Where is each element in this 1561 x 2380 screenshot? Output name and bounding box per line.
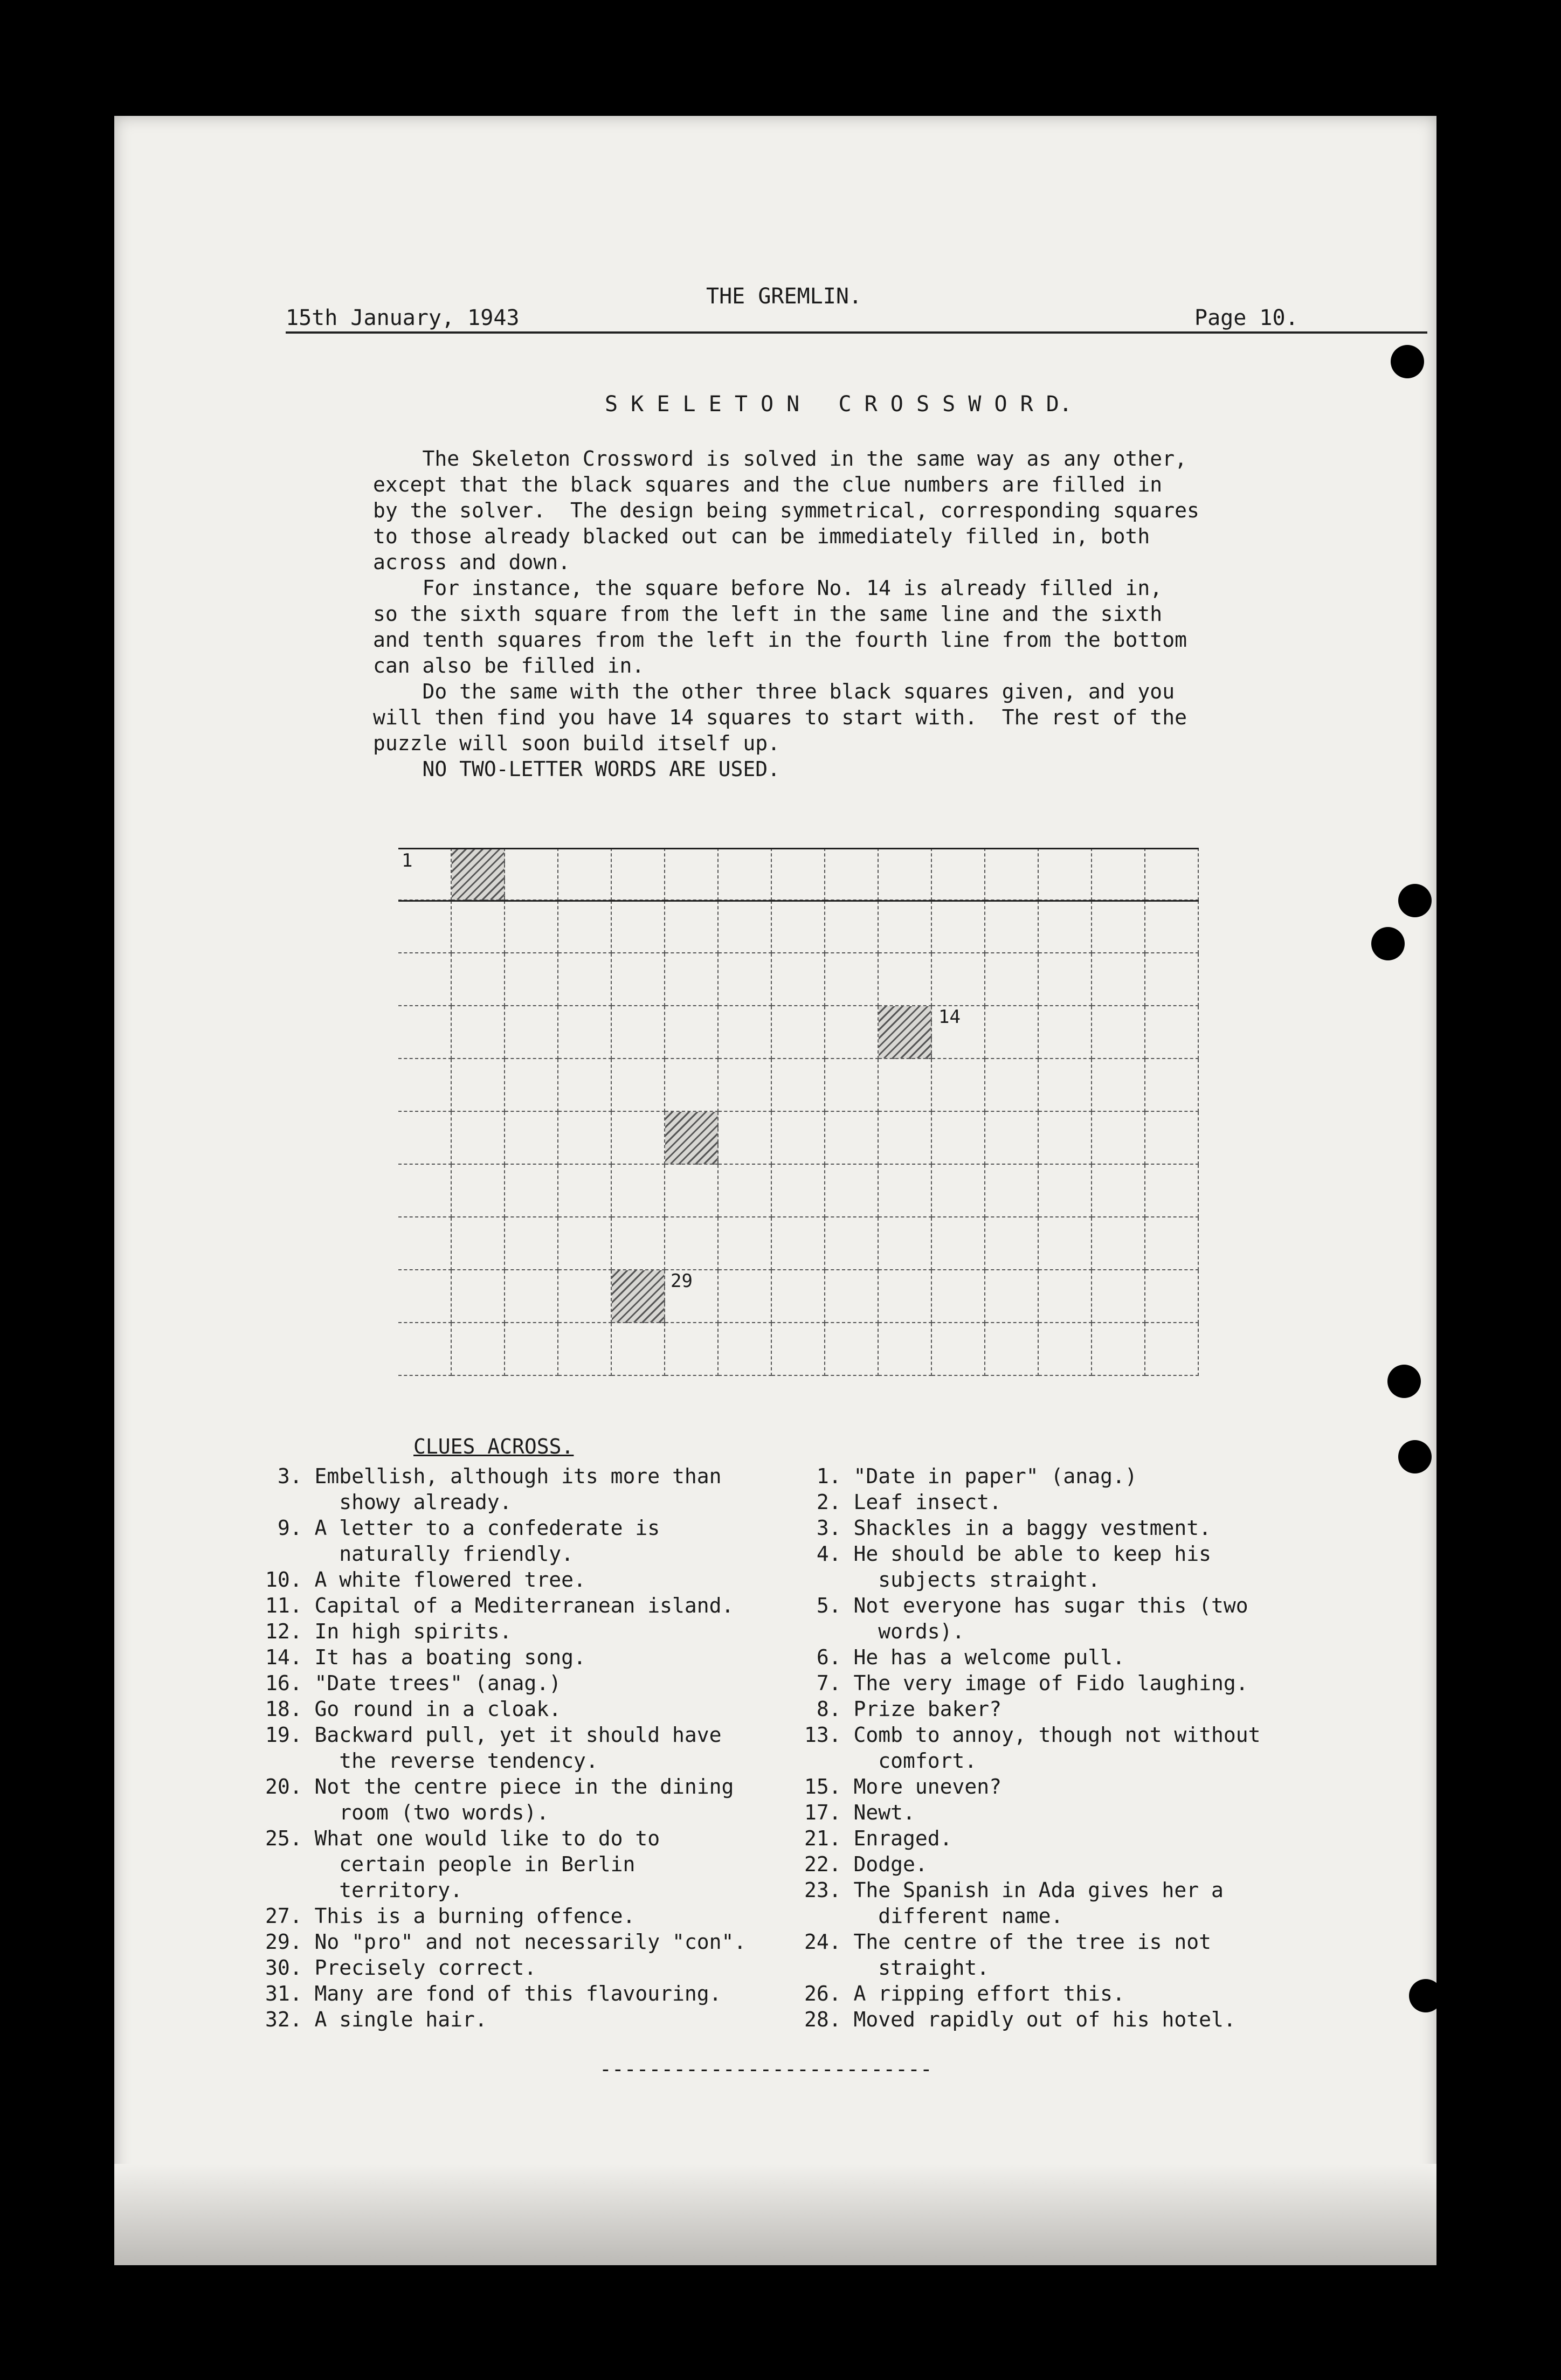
grid-cell <box>772 901 825 953</box>
grid-cell <box>612 901 665 953</box>
intro-line: Do the same with the other three black squares given, and you <box>373 680 1175 703</box>
grid-cell <box>1092 901 1145 953</box>
clue-across: 19. Backward pull, yet it should have <box>265 1723 722 1747</box>
grid-cell <box>932 1270 985 1323</box>
clue-down: 6. He has a welcome pull. <box>804 1645 1125 1669</box>
clue-across: 32. A single hair. <box>265 2008 487 2031</box>
grid-cell <box>985 1165 1039 1217</box>
grid-number-1: 1 <box>402 850 413 871</box>
intro-line: so the sixth square from the left in the same line and the sixth <box>373 602 1163 626</box>
grid-cell <box>398 1270 452 1323</box>
grid-cell <box>1039 1323 1092 1376</box>
grid-cell <box>932 1217 985 1270</box>
grid-cell <box>612 1217 665 1270</box>
grid-cell <box>612 1006 665 1059</box>
grid-cell <box>1145 1059 1199 1112</box>
grid-cell <box>665 1323 719 1376</box>
grid-cell <box>1039 901 1092 953</box>
intro-line: except that the black squares and the clue numbers are filled in <box>373 473 1163 496</box>
clue-down: 21. Enraged. <box>804 1826 952 1850</box>
clue-across: certain people in Berlin <box>265 1852 636 1876</box>
grid-cell <box>985 1270 1039 1323</box>
grid-cell <box>452 1006 505 1059</box>
clue-across: 9. A letter to a confederate is <box>265 1516 660 1540</box>
grid-cell <box>879 901 932 953</box>
grid-cell <box>985 953 1039 1006</box>
grid-cell <box>452 1270 505 1323</box>
intro-line: to those already blacked out can be immediately filled in, both <box>373 524 1150 548</box>
clue-down: subjects straight. <box>804 1568 1101 1592</box>
grid-cell <box>772 1112 825 1165</box>
grid-cell <box>1092 1165 1145 1217</box>
clue-across: territory. <box>265 1878 463 1902</box>
grid-cell <box>719 901 772 953</box>
clue-down: 17. Newt. <box>804 1801 915 1824</box>
grid-cell <box>825 1270 879 1323</box>
grid-cell <box>1092 1217 1145 1270</box>
grid-cell <box>879 1059 932 1112</box>
grid-cell <box>985 1217 1039 1270</box>
grid-cell <box>1145 1165 1199 1217</box>
grid-cell <box>505 953 558 1006</box>
grid-cell <box>1039 848 1092 901</box>
clue-across: 31. Many are fond of this flavouring. <box>265 1982 722 2005</box>
grid-cell <box>665 848 719 901</box>
grid-cell <box>772 848 825 901</box>
grid-cell <box>719 1217 772 1270</box>
clues-heading: CLUES ACROSS. <box>413 1435 574 1458</box>
grid-cell <box>505 1059 558 1112</box>
clue-down: 15. More uneven? <box>804 1775 1002 1798</box>
grid-cell <box>825 1323 879 1376</box>
grid-cell <box>932 1165 985 1217</box>
grid-cell <box>879 1165 932 1217</box>
grid-cell <box>452 1112 505 1165</box>
clue-down: straight. <box>804 1956 990 1980</box>
grid-cell <box>985 1006 1039 1059</box>
grid-cell <box>985 1323 1039 1376</box>
intro-line: can also be filled in. <box>373 654 645 677</box>
clue-across: 10. A white flowered tree. <box>265 1568 586 1592</box>
grid-cell <box>879 1112 932 1165</box>
grid-cell <box>1145 1112 1199 1165</box>
grid-cell <box>665 1006 719 1059</box>
clue-down: 28. Moved rapidly out of his hotel. <box>804 2008 1236 2031</box>
intro-line: will then find you have 14 squares to start with. The rest of the <box>373 705 1187 729</box>
intro-line: by the solver. The design being symmetrical, corresponding squares <box>373 499 1199 522</box>
grid-cell <box>398 1059 452 1112</box>
grid-cell <box>932 1059 985 1112</box>
grid-cell <box>772 1323 825 1376</box>
document-page <box>114 116 1436 2265</box>
grid-cell <box>879 1323 932 1376</box>
grid-cell <box>825 901 879 953</box>
grid-cell <box>1145 953 1199 1006</box>
intro-line: across and down. <box>373 550 571 574</box>
grid-cell <box>398 1217 452 1270</box>
clue-across: naturally friendly. <box>265 1542 574 1566</box>
grid-cell <box>1039 1217 1092 1270</box>
grid-cell <box>1092 1006 1145 1059</box>
grid-cell <box>719 953 772 1006</box>
clue-across: 12. In high spirits. <box>265 1620 512 1643</box>
binder-hole <box>1371 927 1405 960</box>
grid-cell <box>665 1059 719 1112</box>
grid-cell <box>558 1006 612 1059</box>
grid-cell <box>558 1112 612 1165</box>
clue-across: 20. Not the centre piece in the dining <box>265 1775 734 1798</box>
publication-title: THE GREMLIN. <box>706 284 862 309</box>
binder-hole <box>1387 1365 1421 1398</box>
grid-cell <box>1092 1323 1145 1376</box>
clue-down: 5. Not everyone has sugar this (two <box>804 1594 1248 1617</box>
grid-cell <box>1145 1323 1199 1376</box>
grid-cell <box>505 901 558 953</box>
grid-cell <box>1039 953 1092 1006</box>
grid-cell <box>505 1112 558 1165</box>
intro-line: For instance, the square before No. 14 is already filled in, <box>373 576 1163 600</box>
grid-cell <box>558 901 612 953</box>
clue-across: 29. No "pro" and not necessarily "con". <box>265 1930 747 1954</box>
grid-cell <box>612 1323 665 1376</box>
grid-cell <box>719 1165 772 1217</box>
grid-cell <box>505 1165 558 1217</box>
grid-cell <box>772 1217 825 1270</box>
grid-cell <box>505 848 558 901</box>
clue-down: 24. The centre of the tree is not <box>804 1930 1211 1954</box>
grid-cell <box>398 1006 452 1059</box>
grid-cell <box>452 1059 505 1112</box>
grid-cell <box>505 1006 558 1059</box>
grid-cell <box>1092 1270 1145 1323</box>
grid-row-rule <box>398 900 1199 902</box>
grid-cell <box>772 1165 825 1217</box>
crossword-grid <box>398 848 1196 1387</box>
grid-cell <box>1145 848 1199 901</box>
grid-cell <box>932 848 985 901</box>
page-shadow <box>114 2164 1436 2265</box>
intro-line: NO TWO-LETTER WORDS ARE USED. <box>373 757 780 781</box>
clue-across: 27. This is a burning offence. <box>265 1904 636 1928</box>
grid-cell <box>879 848 932 901</box>
clue-across: showy already. <box>265 1490 512 1514</box>
grid-cell <box>772 953 825 1006</box>
grid-cell <box>558 1165 612 1217</box>
grid-cell <box>1145 1270 1199 1323</box>
intro-line: puzzle will soon build itself up. <box>373 731 780 755</box>
clue-across: room (two words). <box>265 1801 549 1824</box>
clue-down: 13. Comb to annoy, though not without <box>804 1723 1261 1747</box>
clue-across: 18. Go round in a cloak. <box>265 1697 562 1721</box>
puzzle-title: S K E L E T O N C R O S S W O R D. <box>605 392 1072 417</box>
grid-cell <box>665 1217 719 1270</box>
clue-down: 8. Prize baker? <box>804 1697 1002 1721</box>
grid-cell <box>1039 1059 1092 1112</box>
clue-across: the reverse tendency. <box>265 1749 598 1773</box>
clue-down: 2. Leaf insect. <box>804 1490 1002 1514</box>
grid-cell <box>398 953 452 1006</box>
grid-cell <box>932 1323 985 1376</box>
grid-cell <box>719 848 772 901</box>
grid-cell <box>985 1112 1039 1165</box>
intro-line: and tenth squares from the left in the fourth line from the bottom <box>373 628 1187 652</box>
grid-cell <box>1092 1112 1145 1165</box>
grid-cell <box>1092 1059 1145 1112</box>
grid-cell <box>985 848 1039 901</box>
grid-cell <box>452 1217 505 1270</box>
grid-cell <box>398 1165 452 1217</box>
grid-cell <box>825 1217 879 1270</box>
grid-cell <box>932 901 985 953</box>
page-number: Page 10. <box>1194 306 1298 330</box>
clue-across: 14. It has a boating song. <box>265 1645 586 1669</box>
grid-cell <box>825 1059 879 1112</box>
binder-hole <box>1391 345 1424 378</box>
clue-across: 3. Embellish, although its more than <box>265 1464 722 1488</box>
grid-cell <box>452 901 505 953</box>
clue-down: 22. Dodge. <box>804 1852 928 1876</box>
clue-across: 25. What one would like to do to <box>265 1826 660 1850</box>
grid-cell <box>1145 901 1199 953</box>
grid-cell <box>719 1323 772 1376</box>
grid-cell <box>879 1006 932 1059</box>
grid-cell <box>985 1059 1039 1112</box>
grid-cell <box>1039 1006 1092 1059</box>
clue-down: 26. A ripping effort this. <box>804 1982 1125 2005</box>
clue-down: words). <box>804 1620 965 1643</box>
grid-cell <box>825 953 879 1006</box>
grid-cell <box>665 1165 719 1217</box>
grid-cell <box>825 1006 879 1059</box>
grid-cell <box>719 1006 772 1059</box>
grid-cell <box>665 953 719 1006</box>
footer-rule: --------------------------- <box>599 2057 933 2081</box>
grid-cell <box>612 953 665 1006</box>
grid-cell <box>1145 1217 1199 1270</box>
clue-down: 23. The Spanish in Ada gives her a <box>804 1878 1224 1902</box>
grid-cell <box>932 1112 985 1165</box>
grid-cell <box>612 1059 665 1112</box>
grid-cell <box>612 1165 665 1217</box>
grid-cell <box>505 1270 558 1323</box>
grid-cell <box>879 1217 932 1270</box>
grid-cell <box>825 1112 879 1165</box>
grid-cell <box>398 1112 452 1165</box>
grid-cell <box>452 953 505 1006</box>
grid-cell <box>1039 1165 1092 1217</box>
grid-cell <box>558 1323 612 1376</box>
clue-down: 7. The very image of Fido laughing. <box>804 1671 1248 1695</box>
grid-cell <box>505 1217 558 1270</box>
binder-hole <box>1398 884 1432 917</box>
grid-cell <box>719 1270 772 1323</box>
grid-number-14: 14 <box>938 1006 961 1028</box>
grid-cell <box>558 1270 612 1323</box>
grid-cell <box>1092 848 1145 901</box>
issue-date: 15th January, 1943 <box>286 306 520 330</box>
grid-cell <box>398 901 452 953</box>
clue-down: different name. <box>804 1904 1063 1928</box>
grid-cell <box>558 953 612 1006</box>
grid-cell <box>558 848 612 901</box>
grid-cell <box>558 1217 612 1270</box>
intro-line: The Skeleton Crossword is solved in the same way as any other, <box>373 447 1187 471</box>
grid-cell <box>398 1323 452 1376</box>
grid-cell <box>932 953 985 1006</box>
grid-cell <box>612 848 665 901</box>
grid-cell <box>1092 953 1145 1006</box>
grid-cell <box>612 1112 665 1165</box>
binder-hole <box>1398 1440 1432 1473</box>
grid-cell <box>665 1112 719 1165</box>
clue-across: 11. Capital of a Mediterranean island. <box>265 1594 734 1617</box>
clue-across: 30. Precisely correct. <box>265 1956 537 1980</box>
grid-cell <box>452 848 505 901</box>
grid-number-29: 29 <box>671 1270 693 1292</box>
grid-cell <box>772 1006 825 1059</box>
clue-down: 4. He should be able to keep his <box>804 1542 1211 1566</box>
grid-cell <box>1039 1112 1092 1165</box>
grid-cell <box>879 953 932 1006</box>
grid-cell <box>825 848 879 901</box>
grid-cell <box>452 1165 505 1217</box>
grid-cell <box>558 1059 612 1112</box>
grid-cell <box>719 1112 772 1165</box>
grid-cell <box>1145 1006 1199 1059</box>
grid-top-rule <box>398 848 1199 849</box>
grid-cell <box>772 1059 825 1112</box>
grid-cell <box>452 1323 505 1376</box>
clue-down: 3. Shackles in a baggy vestment. <box>804 1516 1211 1540</box>
grid-cell <box>985 901 1039 953</box>
grid-cell <box>719 1059 772 1112</box>
grid-cell <box>825 1165 879 1217</box>
grid-cell <box>772 1270 825 1323</box>
grid-cell <box>505 1323 558 1376</box>
clue-down: comfort. <box>804 1749 977 1773</box>
grid-cell <box>879 1270 932 1323</box>
binder-hole <box>1409 1979 1442 2012</box>
grid-cell <box>612 1270 665 1323</box>
grid-cell <box>665 901 719 953</box>
grid-cell <box>1039 1270 1092 1323</box>
clue-across: 16. "Date trees" (anag.) <box>265 1671 562 1695</box>
header-rule <box>286 331 1427 334</box>
clue-down: 1. "Date in paper" (anag.) <box>804 1464 1137 1488</box>
